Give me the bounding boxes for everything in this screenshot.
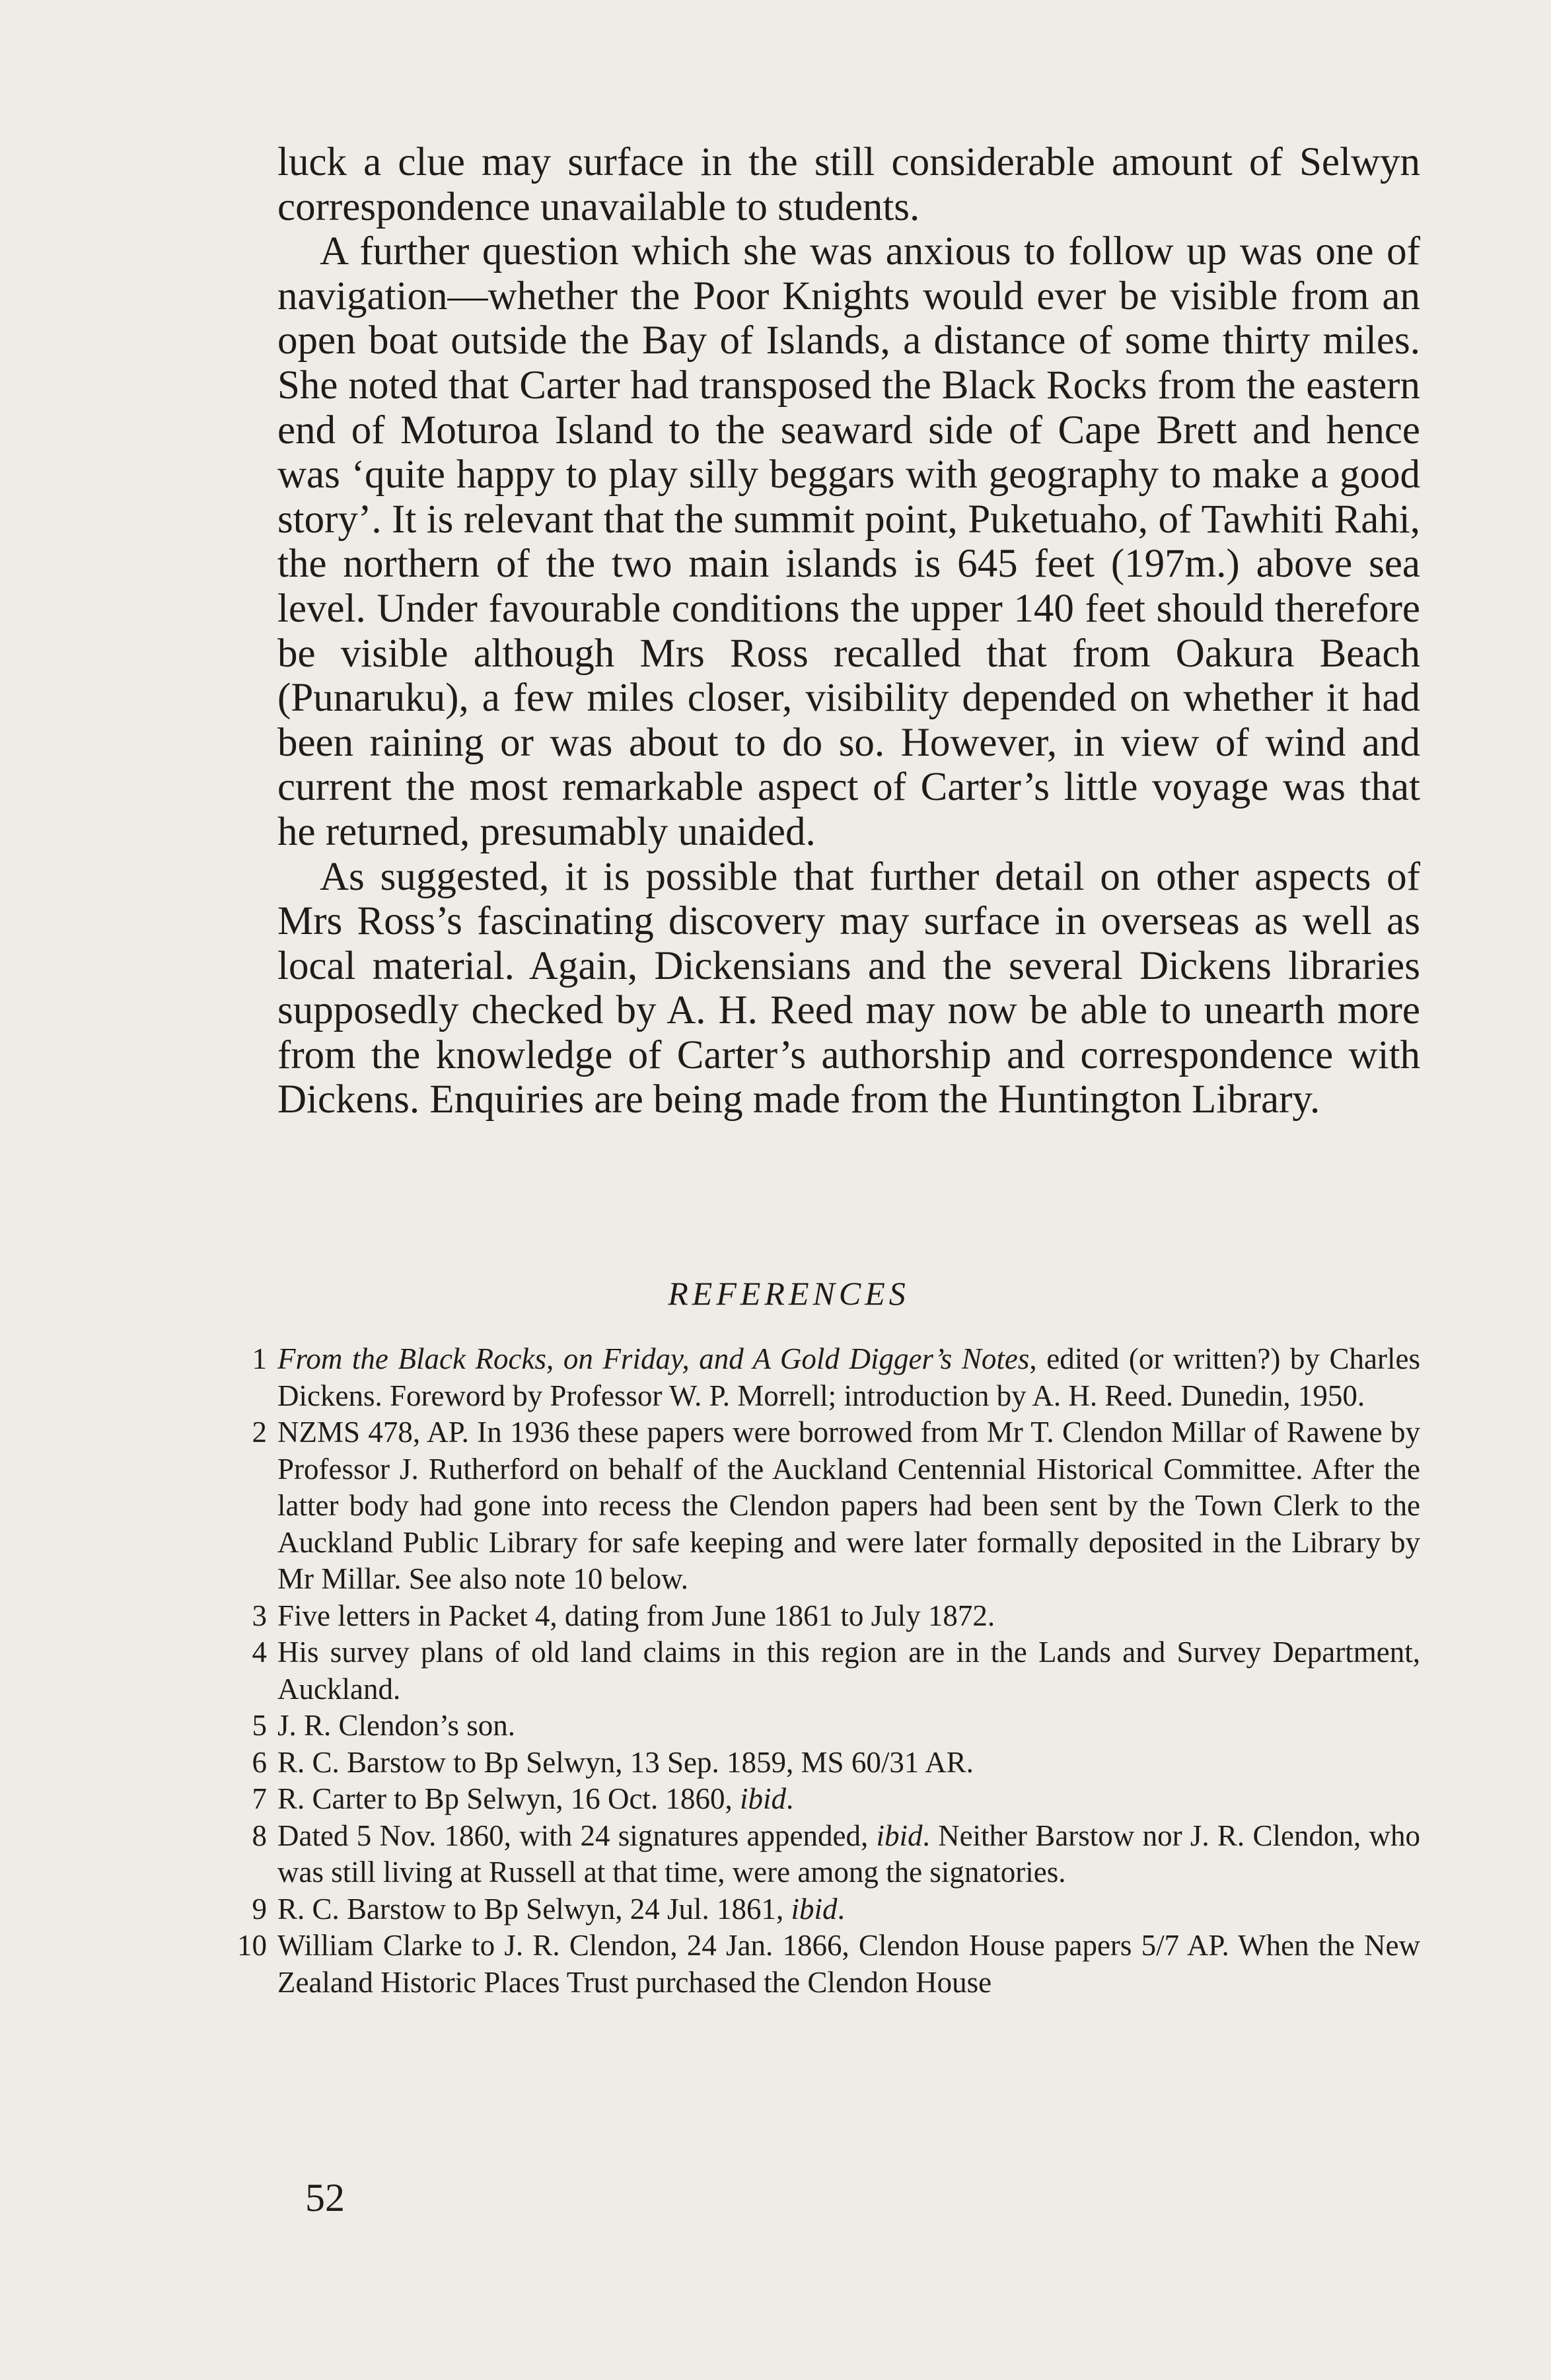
reference-item [252,1414,1420,1598]
page-number: 52 [305,2176,345,2219]
reference-text [277,1341,1420,1414]
reference-text: William Clarke to J. R. Clendon, 24 Jan. 1866, Clendon House papers 5/7 AP. When the New Zealand Historic Places Trust purchased the Clendon House [277,1929,1420,1999]
reference-tail: . [837,1892,845,1926]
paragraph: A further question which she was anxious to follow up was one of navigation—whether the Poor Knights would ever be visible from an open boat outside the Bay of Islands, a distance of some thirty miles. She noted that Carter had transposed the Black Rocks from the eastern end of Moturoa Island to the seaward side of Cape Brett and hence was ‘quite happy to play silly beggars with geography to make a good story’. It is relevant that the summit point, Puketuaho, of Tawhiti Rahi, the northern of the two main islands is 645 feet (197m.) above sea level. Under favourable conditions the upper 140 feet should therefore be visible although Mrs Ross recalled that from Oakura Beach (Punaruku), a few miles closer, visibility depended on whether it had been raining or was about to do so. However, in view of wind and current the most remarkable aspect of Carter’s little voyage was that he returned, presumably unaided. [277,229,1420,854]
reference-number: 9 [252,1892,267,1926]
reference-item [252,1634,1420,1708]
reference-number: 5 [252,1709,267,1742]
reference-number: 4 [252,1636,267,1669]
reference-title: From the Black Rocks, on Friday, and A Gold Digger’s Notes [277,1342,1030,1375]
reference-item [252,1891,1420,1928]
reference-number: 6 [252,1745,267,1779]
reference-number: 1 [252,1342,267,1375]
reference-text [277,1781,1420,1818]
reference-item [252,1598,1420,1635]
reference-tail: . [785,1782,794,1815]
reference-number: 2 [252,1416,267,1449]
reference-text: R. C. Barstow to Bp Selwyn, 13 Sep. 1859, MS 60/31 AR. [277,1745,974,1779]
reference-text: J. R. Clendon’s son. [277,1709,516,1742]
reference-item [252,1781,1420,1818]
reference-number: 3 [252,1599,267,1632]
reference-body: R. Carter to Bp Selwyn, 16 Oct. 1860, [277,1782,740,1815]
reference-number: 7 [252,1782,267,1815]
reference-text [277,1818,1420,1891]
reference-item [237,1928,1420,2001]
reference-body: R. C. Barstow to Bp Selwyn, 24 Jul. 1861, [277,1892,791,1926]
reference-text: His survey plans of old land claims in this region are in the Lands and Survey Department, Auckland. [277,1636,1420,1706]
reference-ibid: ibid [739,1782,786,1815]
reference-ibid: ibid [791,1892,838,1926]
reference-text [277,1891,1420,1928]
reference-text: Five letters in Packet 4, dating from June 1861 to July 1872. [277,1599,995,1632]
reference-item [252,1708,1420,1745]
reference-body: Dated 5 Nov. 1860, with 24 signatures appended, [277,1819,877,1852]
body-text [277,140,1420,1122]
reference-item [252,1341,1420,1414]
reference-item [252,1818,1421,1891]
references-heading: REFERENCES [668,1275,910,1312]
reference-item [252,1745,1420,1782]
paragraph: luck a clue may surface in the still considerable amount of Selwyn correspondence unavailable to students. [277,140,1420,229]
reference-number: 10 [237,1929,267,1962]
reference-text: NZMS 478, AP. In 1936 these papers were borrowed from Mr T. Clendon Millar of Rawene by Professor J. Rutherford on behalf of the Auckland Centennial Historical Committee. After the latter body had gone into recess the Clendon papers had been sent by the Town Clerk to the Auckland Public Library for safe keeping and were later formally deposited in the Library by Mr Millar. See also note 10 below. [277,1416,1420,1595]
reference-body: , edited (or written?) by Charles Dickens. Foreword by Professor W. P. Morrell; introduction by A. H. Reed. Dunedin, 1950. [277,1342,1420,1412]
paragraph: As suggested, it is possible that further detail on other aspects of Mrs Ross’s fascinating discovery may surface in overseas as well as local material. Again, Dickensians and the several Dickens libraries supposedly checked by A. H. Reed may now be able to unearth more from the knowledge of Carter’s authorship and correspondence with Dickens. Enquiries are being made from the Huntington Library. [277,854,1420,1122]
reference-tail: . Neither Barstow nor J. R. Clendon, who was still living at Russell at that time, were among the signatories. [277,1819,1421,1889]
reference-number: 8 [252,1819,267,1852]
references-list [237,1341,1421,2001]
reference-ibid: ibid [876,1819,923,1852]
